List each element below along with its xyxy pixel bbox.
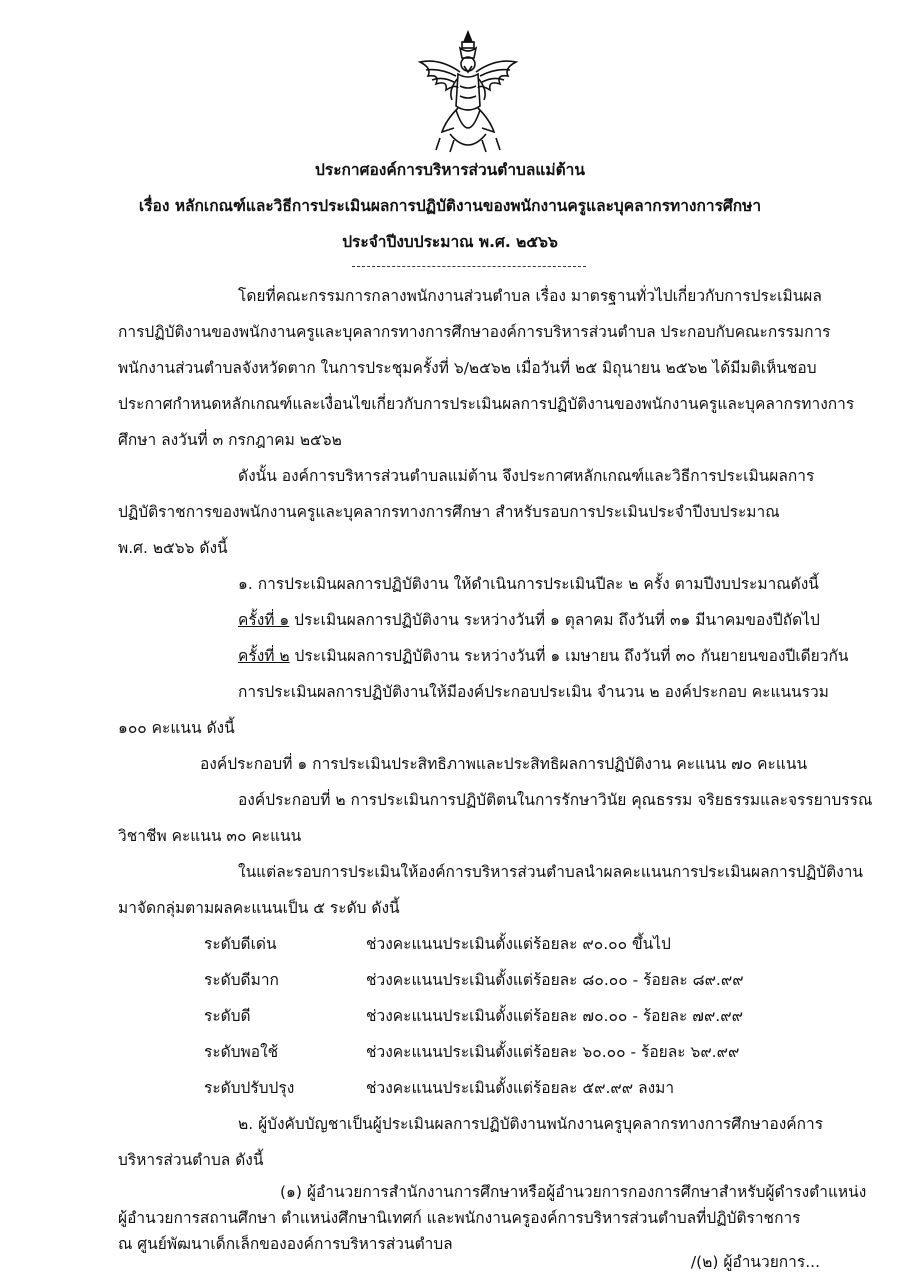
paragraph-1-line-4: ประกาศกำหนดหลักเกณฑ์และเงื่อนไขเกี่ยวกับการประเมินผลการปฏิบัติงานของพนักงานครูและบุคลากรทางการ [118, 395, 855, 413]
level-range-improve: ช่วงคะแนนประเมินตั้งแต่ร้อยละ ๕๙.๙๙ ลงมา [366, 1079, 675, 1097]
round-2-text: ประเมินผลการปฏิบัติงาน ระหว่างวันที่ ๑ เมษายน ถึงวันที่ ๓๐ กันยายนของปีเดียวกัน [289, 647, 849, 665]
level-range-very-good: ช่วงคะแนนประเมินตั้งแต่ร้อยละ ๘๐.๐๐ - ร้อยละ ๘๙.๙๙ [366, 971, 744, 989]
level-name-improve: ระดับปรับปรุง [204, 1079, 295, 1097]
paragraph-3-line-1: การประเมินผลการปฏิบัติงานให้มีองค์ประกอบประเมิน จำนวน ๒ องค์ประกอบ คะแนนรวม [238, 683, 829, 701]
paragraph-1-line-2: การปฏิบัติงานของพนักงานครูและบุคลากรทางการศึกษาองค์การบริหารส่วนตำบล ประกอบกับคณะกรรมการ [118, 323, 831, 341]
sub-item-1-line-1: (๑) ผู้อำนวยการสำนักงานการศึกษาหรือผู้อำนวยการกองการศึกษาสำหรับผู้ดำรงตำแหน่ง [280, 1183, 867, 1201]
doc-title: ประกาศองค์การบริหารส่วนตำบลแม่ต้าน [315, 161, 585, 179]
component-2-line-2: วิชาชีพ คะแนน ๓๐ คะแนน [118, 827, 302, 845]
paragraph-1-line-5: ศึกษา ลงวันที่ ๓ กรกฎาคม ๒๕๖๒ [118, 431, 342, 449]
sub-item-1-line-2: ผู้อำนวยการสถานศึกษา ตำแหน่งศึกษานิเทศก์ และพนักงานครูองค์การบริหารส่วนตำบลที่ปฏิบัติราชการ [118, 1209, 801, 1227]
paragraph-3-line-2: ๑๐๐ คะแนน ดังนี้ [118, 719, 235, 737]
item-2-line-2: บริหารส่วนตำบล ดังนี้ [118, 1151, 264, 1169]
level-name-good: ระดับดี [204, 1007, 251, 1025]
round-2 [238, 646, 848, 666]
doc-fiscal-year: ประจำปีงบประมาณ พ.ศ. ๒๕๖๖ [342, 233, 558, 251]
round-1 [238, 610, 820, 630]
level-range-excellent: ช่วงคะแนนประเมินตั้งแต่ร้อยละ ๙๐.๐๐ ขึ้นไป [366, 935, 671, 953]
item-1: ๑. การประเมินผลการปฏิบัติงาน ให้ดำเนินการประเมินปีละ ๒ ครั้ง ตามปีงบประมาณดังนี้ [238, 575, 819, 593]
paragraph-2-line-1: ดังนั้น องค์การบริหารส่วนตำบลแม่ต้าน จึงประกาศหลักเกณฑ์และวิธีการประเมินผลการ [238, 467, 815, 485]
separator-line [352, 266, 586, 267]
paragraph-1-line-3: พนักงานส่วนตำบลจังหวัดตาก ในการประชุมครั้งที่ ๖/๒๕๖๒ เมื่อวันที่ ๒๕ มิถุนายน ๒๕๖๒ ได้มีมติเห็นชอบ [118, 359, 817, 377]
round-2-label: ครั้งที่ ๒ [238, 647, 290, 665]
level-name-very-good: ระดับดีมาก [204, 971, 279, 989]
paragraph-1-line-1: โดยที่คณะกรรมการกลางพนักงานส่วนตำบล เรื่อง มาตรฐานทั่วไปเกี่ยวกับการประเมินผล [238, 287, 822, 305]
paragraph-2-line-2: ปฏิบัติราชการของพนักงานครูและบุคลากรทางการศึกษา สำหรับรอบการประเมินประจำปีงบประมาณ [118, 503, 780, 521]
paragraph-4-line-1: ในแต่ละรอบการประเมินให้องค์การบริหารส่วนตำบลนำผลคะแนนการประเมินผลการปฏิบัติงาน [238, 863, 864, 881]
component-2-line-1: องค์ประกอบที่ ๒ การประเมินการปฏิบัติตนในการรักษาวินัย คุณธรรม จริยธรรมและจรรยาบรรณ [238, 791, 873, 809]
level-name-fair: ระดับพอใช้ [204, 1043, 279, 1061]
paragraph-4-line-2: มาจัดกลุ่มตามผลคะแนนเป็น ๕ ระดับ ดังนี้ [118, 899, 400, 917]
paragraph-2-line-3: พ.ศ. ๒๕๖๖ ดังนี้ [118, 539, 228, 557]
round-1-text: ประเมินผลการปฏิบัติงาน ระหว่างวันที่ ๑ ตุลาคม ถึงวันที่ ๓๑ มีนาคมของปีถัดไป [289, 611, 820, 629]
round-1-label: ครั้งที่ ๑ [238, 611, 290, 629]
doc-subject: เรื่อง หลักเกณฑ์และวิธีการประเมินผลการปฏิบัติงานของพนักงานครูและบุคลากรทางการศึกษา [138, 197, 762, 215]
level-name-excellent: ระดับดีเด่น [204, 935, 277, 953]
garuda-emblem-icon [410, 28, 526, 160]
item-2-line-1: ๒. ผู้บังคับบัญชาเป็นผู้ประเมินผลการปฏิบัติงานพนักงานครูบุคลากรทางการศึกษาองค์การ [238, 1115, 824, 1133]
level-range-good: ช่วงคะแนนประเมินตั้งแต่ร้อยละ ๗๐.๐๐ - ร้อยละ ๗๙.๙๙ [366, 1007, 743, 1025]
continuation-note: /(๒) ผู้อำนวยการ... [690, 1253, 820, 1271]
sub-item-1-line-3: ณ ศูนย์พัฒนาเด็กเล็กขององค์การบริหารส่วนตำบล [118, 1235, 453, 1253]
component-1: องค์ประกอบที่ ๑ การประเมินประสิทธิภาพและประสิทธิผลการปฏิบัติงาน คะแนน ๗๐ คะแนน [200, 755, 808, 773]
level-range-fair: ช่วงคะแนนประเมินตั้งแต่ร้อยละ ๖๐.๐๐ - ร้อยละ ๖๙.๙๙ [366, 1043, 740, 1061]
